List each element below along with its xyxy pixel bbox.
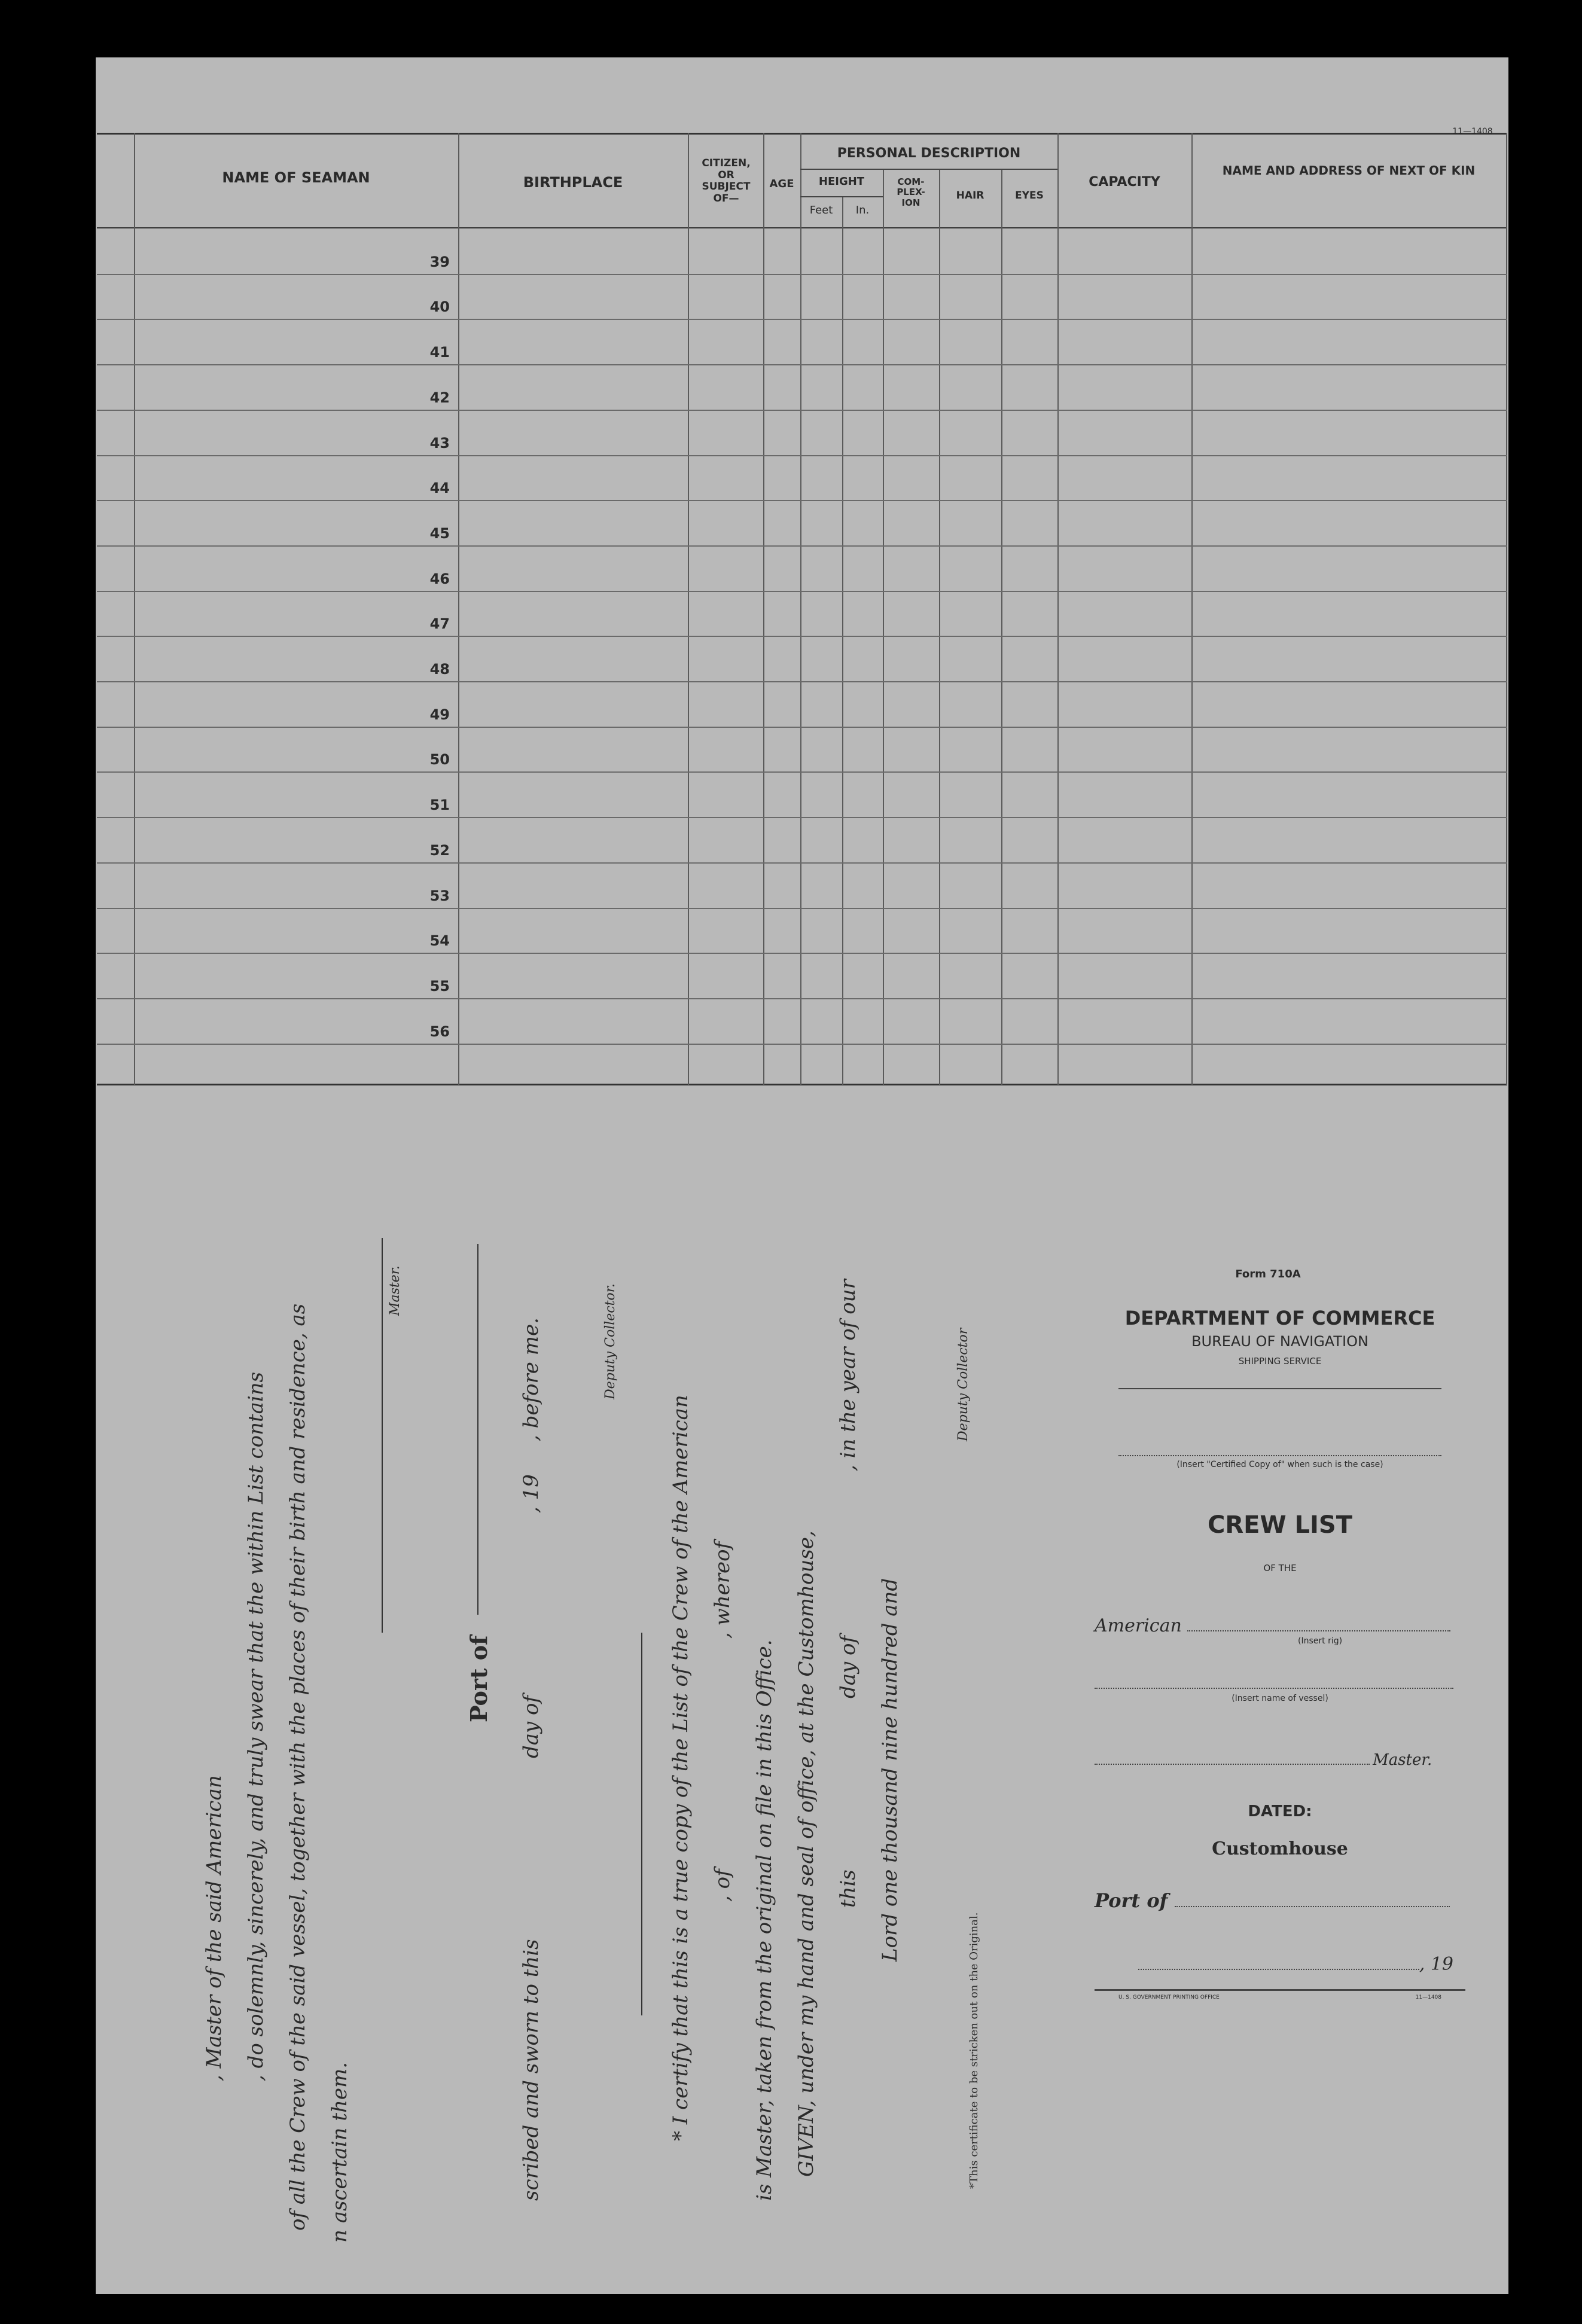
row-number: 44 — [429, 480, 450, 496]
header-capacity: CAPACITY — [1089, 175, 1160, 190]
master-line — [1095, 1764, 1370, 1765]
row-number: 47 — [429, 615, 450, 632]
header-personal: PERSONAL DESCRIPTION — [837, 146, 1021, 161]
personal-rule — [800, 169, 1057, 170]
table-row — [97, 953, 1507, 954]
day-of-label: day of — [519, 1695, 543, 1758]
row-number: 40 — [429, 298, 450, 315]
header-birthplace: BIRTHPLACE — [523, 174, 623, 191]
certificate-whereof: , whereof — [711, 1541, 734, 1639]
crew-list-title: CREW LIST — [1208, 1511, 1352, 1539]
insert-rig-note: (Insert rig) — [1298, 1636, 1343, 1646]
date-line — [1138, 1969, 1419, 1970]
american-label: American — [1095, 1615, 1182, 1636]
rule — [1095, 1989, 1465, 1991]
oath-line-2: , do solemnly, sincerely, and truly swear that the within List contains — [244, 1371, 268, 2081]
header-name: NAME OF SEAMAN — [222, 169, 370, 186]
oath-line-4: n ascertain them. — [328, 2061, 352, 2243]
header-complexion: COM- PLEX- ION — [897, 176, 925, 208]
row-number: 56 — [429, 1023, 450, 1040]
port-field — [1095, 1889, 1465, 1912]
master-field — [1095, 1751, 1465, 1769]
rule — [1118, 1388, 1441, 1389]
vessel-line — [1095, 1688, 1453, 1689]
bureau-title: BUREAU OF NAVIGATION — [1191, 1333, 1368, 1350]
table-row — [97, 998, 1507, 999]
certificate-line-4: GIVEN, under my hand and seal of office, at the Customhouse, — [794, 1530, 818, 2177]
row-number: 43 — [429, 435, 450, 452]
col-divider — [688, 133, 689, 1085]
col-divider — [134, 133, 135, 1085]
certificate-line-6: Lord one thousand nine hundred and — [878, 1578, 902, 1962]
oath-line-1: , Master of the said American — [202, 1775, 226, 2081]
date-field — [1095, 1954, 1465, 1975]
certified-copy-note: (Insert "Certified Copy of" when such is the case) — [1176, 1460, 1383, 1469]
form-number: Form 710A — [1235, 1268, 1301, 1280]
row-number: 45 — [429, 525, 450, 542]
before-me: , before me. — [519, 1317, 543, 1441]
port-line-cover — [1175, 1906, 1450, 1907]
header-inches: In. — [855, 204, 870, 216]
port-of-cover: Port of — [1095, 1889, 1168, 1912]
header-hair: HAIR — [956, 190, 984, 202]
row-number: 48 — [429, 661, 450, 678]
table-row — [97, 319, 1507, 320]
service-title: SHIPPING SERVICE — [1238, 1356, 1322, 1367]
year-cover: , 19 — [1419, 1954, 1453, 1975]
table-row — [97, 681, 1507, 682]
col-divider — [458, 133, 459, 1085]
certificate-year: , in the year of our — [836, 1279, 860, 1471]
table-row — [97, 274, 1507, 275]
row-number: 50 — [429, 751, 450, 768]
row-number: 54 — [429, 932, 450, 949]
row-number: 46 — [429, 571, 450, 587]
table-row — [97, 591, 1507, 592]
table-row — [97, 1044, 1507, 1045]
year-prefix: , 19 — [519, 1474, 543, 1513]
table-row — [97, 862, 1507, 864]
table-row — [97, 636, 1507, 637]
table-row — [97, 500, 1507, 501]
col-divider — [1506, 133, 1507, 1085]
department-title: DEPARTMENT OF COMMERCE — [1124, 1307, 1435, 1329]
row-number: 39 — [429, 254, 450, 270]
of-the-label: OF THE — [1263, 1563, 1297, 1573]
col-divider — [1191, 133, 1193, 1085]
certificate-of: , of — [711, 1869, 734, 1902]
deputy-collector-2: Deputy Collector — [956, 1328, 971, 1441]
header-bottom-rule — [97, 227, 1507, 228]
row-number: 51 — [429, 797, 450, 813]
header-age: AGE — [769, 178, 794, 190]
insert-vessel-note: (Insert name of vessel) — [1232, 1694, 1328, 1703]
printer-code: 11—1408 — [1415, 1994, 1441, 2000]
table-row — [97, 455, 1507, 456]
crew-table — [97, 127, 1507, 1085]
certificate-footnote: *This certificate to be stricken out on the Original. — [968, 1912, 980, 2189]
header-eyes: EYES — [1015, 190, 1044, 202]
dated-label: DATED: — [1248, 1803, 1312, 1820]
american-line — [1187, 1630, 1450, 1631]
port-line — [477, 1244, 478, 1615]
table-bottom-rule — [97, 1084, 1507, 1085]
header-next-of-kin: NAME AND ADDRESS OF NEXT OF KIN — [1222, 163, 1476, 178]
certificate-line-3: is Master, taken from the original on file in this Office. — [752, 1639, 776, 2201]
col-divider — [1057, 133, 1059, 1085]
table-row — [97, 908, 1507, 909]
col-divider — [800, 133, 801, 1085]
subscribed-line: scribed and sworn to this — [519, 1939, 543, 2201]
row-number: 53 — [429, 887, 450, 904]
deputy-collector-1: Deputy Collector. — [603, 1283, 618, 1399]
col-divider — [842, 196, 843, 1085]
table-row — [97, 410, 1507, 411]
port-of-label: Port of — [465, 1635, 492, 1722]
header-height: HEIGHT — [818, 175, 865, 188]
table-row — [97, 364, 1507, 365]
printer-name: U. S. GOVERNMENT PRINTING OFFICE — [1118, 1994, 1220, 2000]
table-row — [97, 727, 1507, 728]
certificate-line-1: * I certify that this is a true copy of the List of the Crew of the American — [669, 1395, 693, 2141]
header-citizen: CITIZEN, OR SUBJECT OF— — [702, 157, 751, 205]
row-number: 41 — [429, 344, 450, 361]
form-code-top: 11—1408 — [1452, 127, 1493, 136]
header-feet: Feet — [809, 204, 833, 216]
row-number: 42 — [429, 389, 450, 406]
table-row — [97, 545, 1507, 547]
height-rule — [800, 196, 883, 197]
customhouse-label: Customhouse — [1212, 1838, 1348, 1859]
master-label: Master. — [388, 1265, 403, 1316]
col-divider — [1001, 169, 1002, 1085]
col-divider — [939, 169, 940, 1085]
rule — [1118, 1455, 1441, 1456]
master-label-cover: Master. — [1373, 1751, 1432, 1769]
oath-line-3: of all the Crew of the said vessel, together with the places of their birth and residence, as — [286, 1303, 310, 2231]
table-row — [97, 817, 1507, 818]
col-divider — [883, 169, 884, 1085]
row-number: 52 — [429, 842, 450, 859]
row-number: 55 — [429, 978, 450, 995]
certificate-day-of: day of — [836, 1635, 860, 1698]
deputy-signature-line — [641, 1633, 642, 2015]
table-top-rule — [97, 133, 1507, 135]
american-field — [1095, 1615, 1465, 1636]
col-divider — [763, 133, 764, 1085]
table-row — [97, 771, 1507, 773]
cover-panel — [1095, 1268, 1465, 2000]
row-number: 49 — [429, 706, 450, 723]
printer-line — [1095, 1994, 1465, 2000]
master-signature-line — [382, 1238, 383, 1633]
certificate-this: this — [836, 1869, 860, 1908]
